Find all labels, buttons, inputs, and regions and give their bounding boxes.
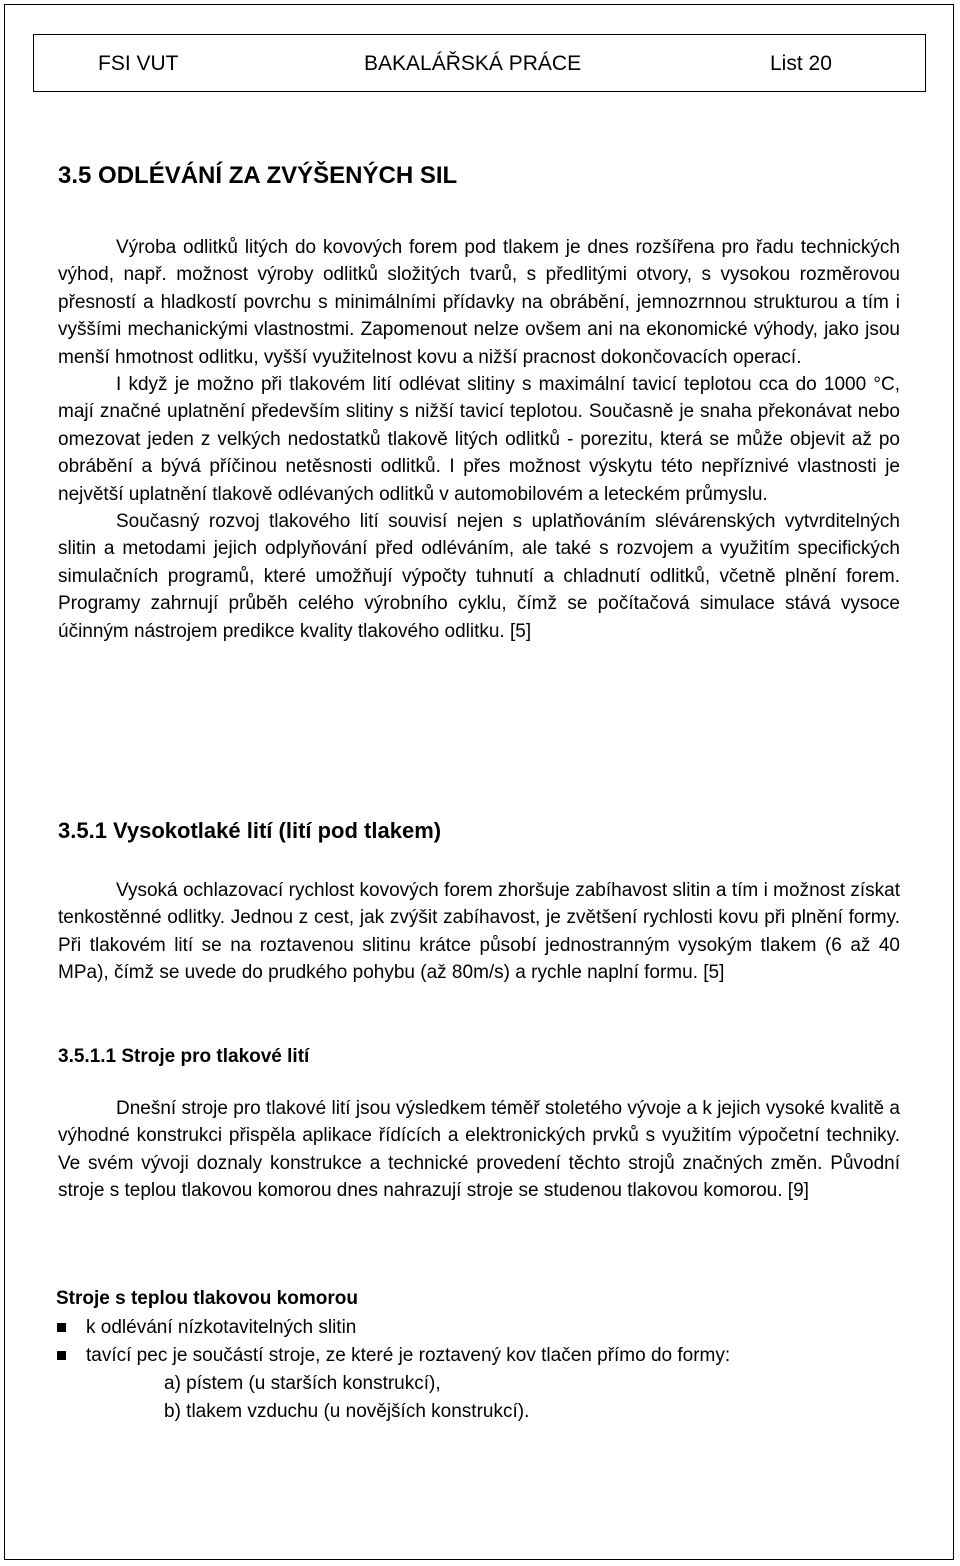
list-item-text: tavící pec je součástí stroje, ze které je roztavený kov tlačen přímo do formy:: [86, 1345, 731, 1366]
page-header: [33, 34, 926, 92]
paragraph: Dnešní stroje pro tlakové lití jsou výsledkem téměř stoletého vývoje a k jejich vysoké kvalitě a výhodné konstrukci přispěla aplikace řídících a elektronických prvků s využitím výpočetní techniky. Ve svém vývoji doznaly konstrukce a technické provedení těchto strojů značných změn. Původní stroje s teplou tlakovou komorou dnes nahrazují stroje se studenou tlakovou komorou. [9]: [58, 1098, 900, 1202]
paragraph: Současný rozvoj tlakového lití souvisí nejen s uplatňováním slévárenských vytvrditelných slitin a metodami jejich odplyňování před odléváním, ale také s rozvojem a využitím specifických simulačních programů, které umožňují výpočty tuhnutí a chladnutí odlitků, včetně plnění forem. Programy zahrnují průběh celého výrobního cyklu, čímž se počítačová simulace stává vysoce účinným nástrojem predikce kvality tlakového odlitku. [5]: [58, 511, 900, 642]
subsection-heading: 3.5.1 Vysokotlaké lití (lití pod tlakem): [58, 818, 442, 843]
sub-list-item: a) pístem (u starších konstrukcí),: [164, 1373, 441, 1394]
paragraph: Výroba odlitků litých do kovových forem pod tlakem je dnes rozšířena pro řadu technických výhod, např. možnost výroby odlitků složitých tvarů, s předlitými otvory, s vysokou rozměrovou přesností a hladkostí povrchu s minimálními přídavky na obrábění, jemnozrnnou strukturou a tím i vyššími mechanickými vlastnostmi. Zapomenout nelze ovšem ani na ekonomické výhody, jako jsou menší hmotnost odlitku, vyšší využitelnost kovu a nižší pracnost dokončovacích operací.: [58, 237, 900, 368]
sub-list-item: b) tlakem vzduchu (u novějších konstrukcí).: [164, 1401, 530, 1422]
list-item: [56, 1342, 916, 1426]
paragraph: Vysoká ochlazovací rychlost kovových forem zhoršuje zabíhavost slitin a tím i možnost získat tenkostěnné odlitky. Jednou z cest, jak zvýšit zabíhavost, je zvětšení rychlosti kovu při plnění formy. Při tlakovém lití se na roztavenou slitinu krátce působí jednostranným vysokým tlakem (6 až 40 MPa), čímž se uvede do prudkého pohybu (až 80m/s) a rychle naplní formu. [5]: [58, 880, 900, 984]
section-body: [58, 234, 900, 645]
sub-list: [86, 1370, 916, 1426]
list-item-text: k odlévání nízkotavitelných slitin: [86, 1317, 357, 1338]
header-document-type: BAKALÁŘSKÁ PRÁCE: [364, 52, 582, 75]
subsubsection-body: [58, 1095, 900, 1205]
list-title: Stroje s teplou tlakovou komorou: [56, 1288, 358, 1309]
bullet-list: [56, 1314, 916, 1426]
paragraph: I když je možno při tlakovém lití odlévat slitiny s maximální tavicí teplotou cca do 1000 °C, mají značné uplatnění především slitiny s nižší tavicí teplotou. Současně je snaha překonávat nebo omezovat jeden z velkých nedostatků tlakově litých odlitků - porezitu, která se může objevit až po obrábění a bývá příčinou netěsnosti odlitků. I přes možnost výskytu této nepříznivé vlastnosti je největší uplatnění tlakově odlévaných odlitků v automobilovém a leteckém průmyslu.: [58, 374, 900, 505]
section-heading: 3.5 ODLÉVÁNÍ ZA ZVÝŠENÝCH SIL: [58, 162, 458, 189]
subsubsection-heading: 3.5.1.1 Stroje pro tlakové lití: [58, 1046, 310, 1067]
subsection-body: [58, 877, 900, 987]
square-bullet-icon: [57, 1323, 66, 1332]
header-page-number: List 20: [770, 52, 832, 75]
list-item: [56, 1314, 916, 1342]
square-bullet-icon: [57, 1351, 66, 1360]
header-institution: FSI VUT: [98, 52, 179, 75]
